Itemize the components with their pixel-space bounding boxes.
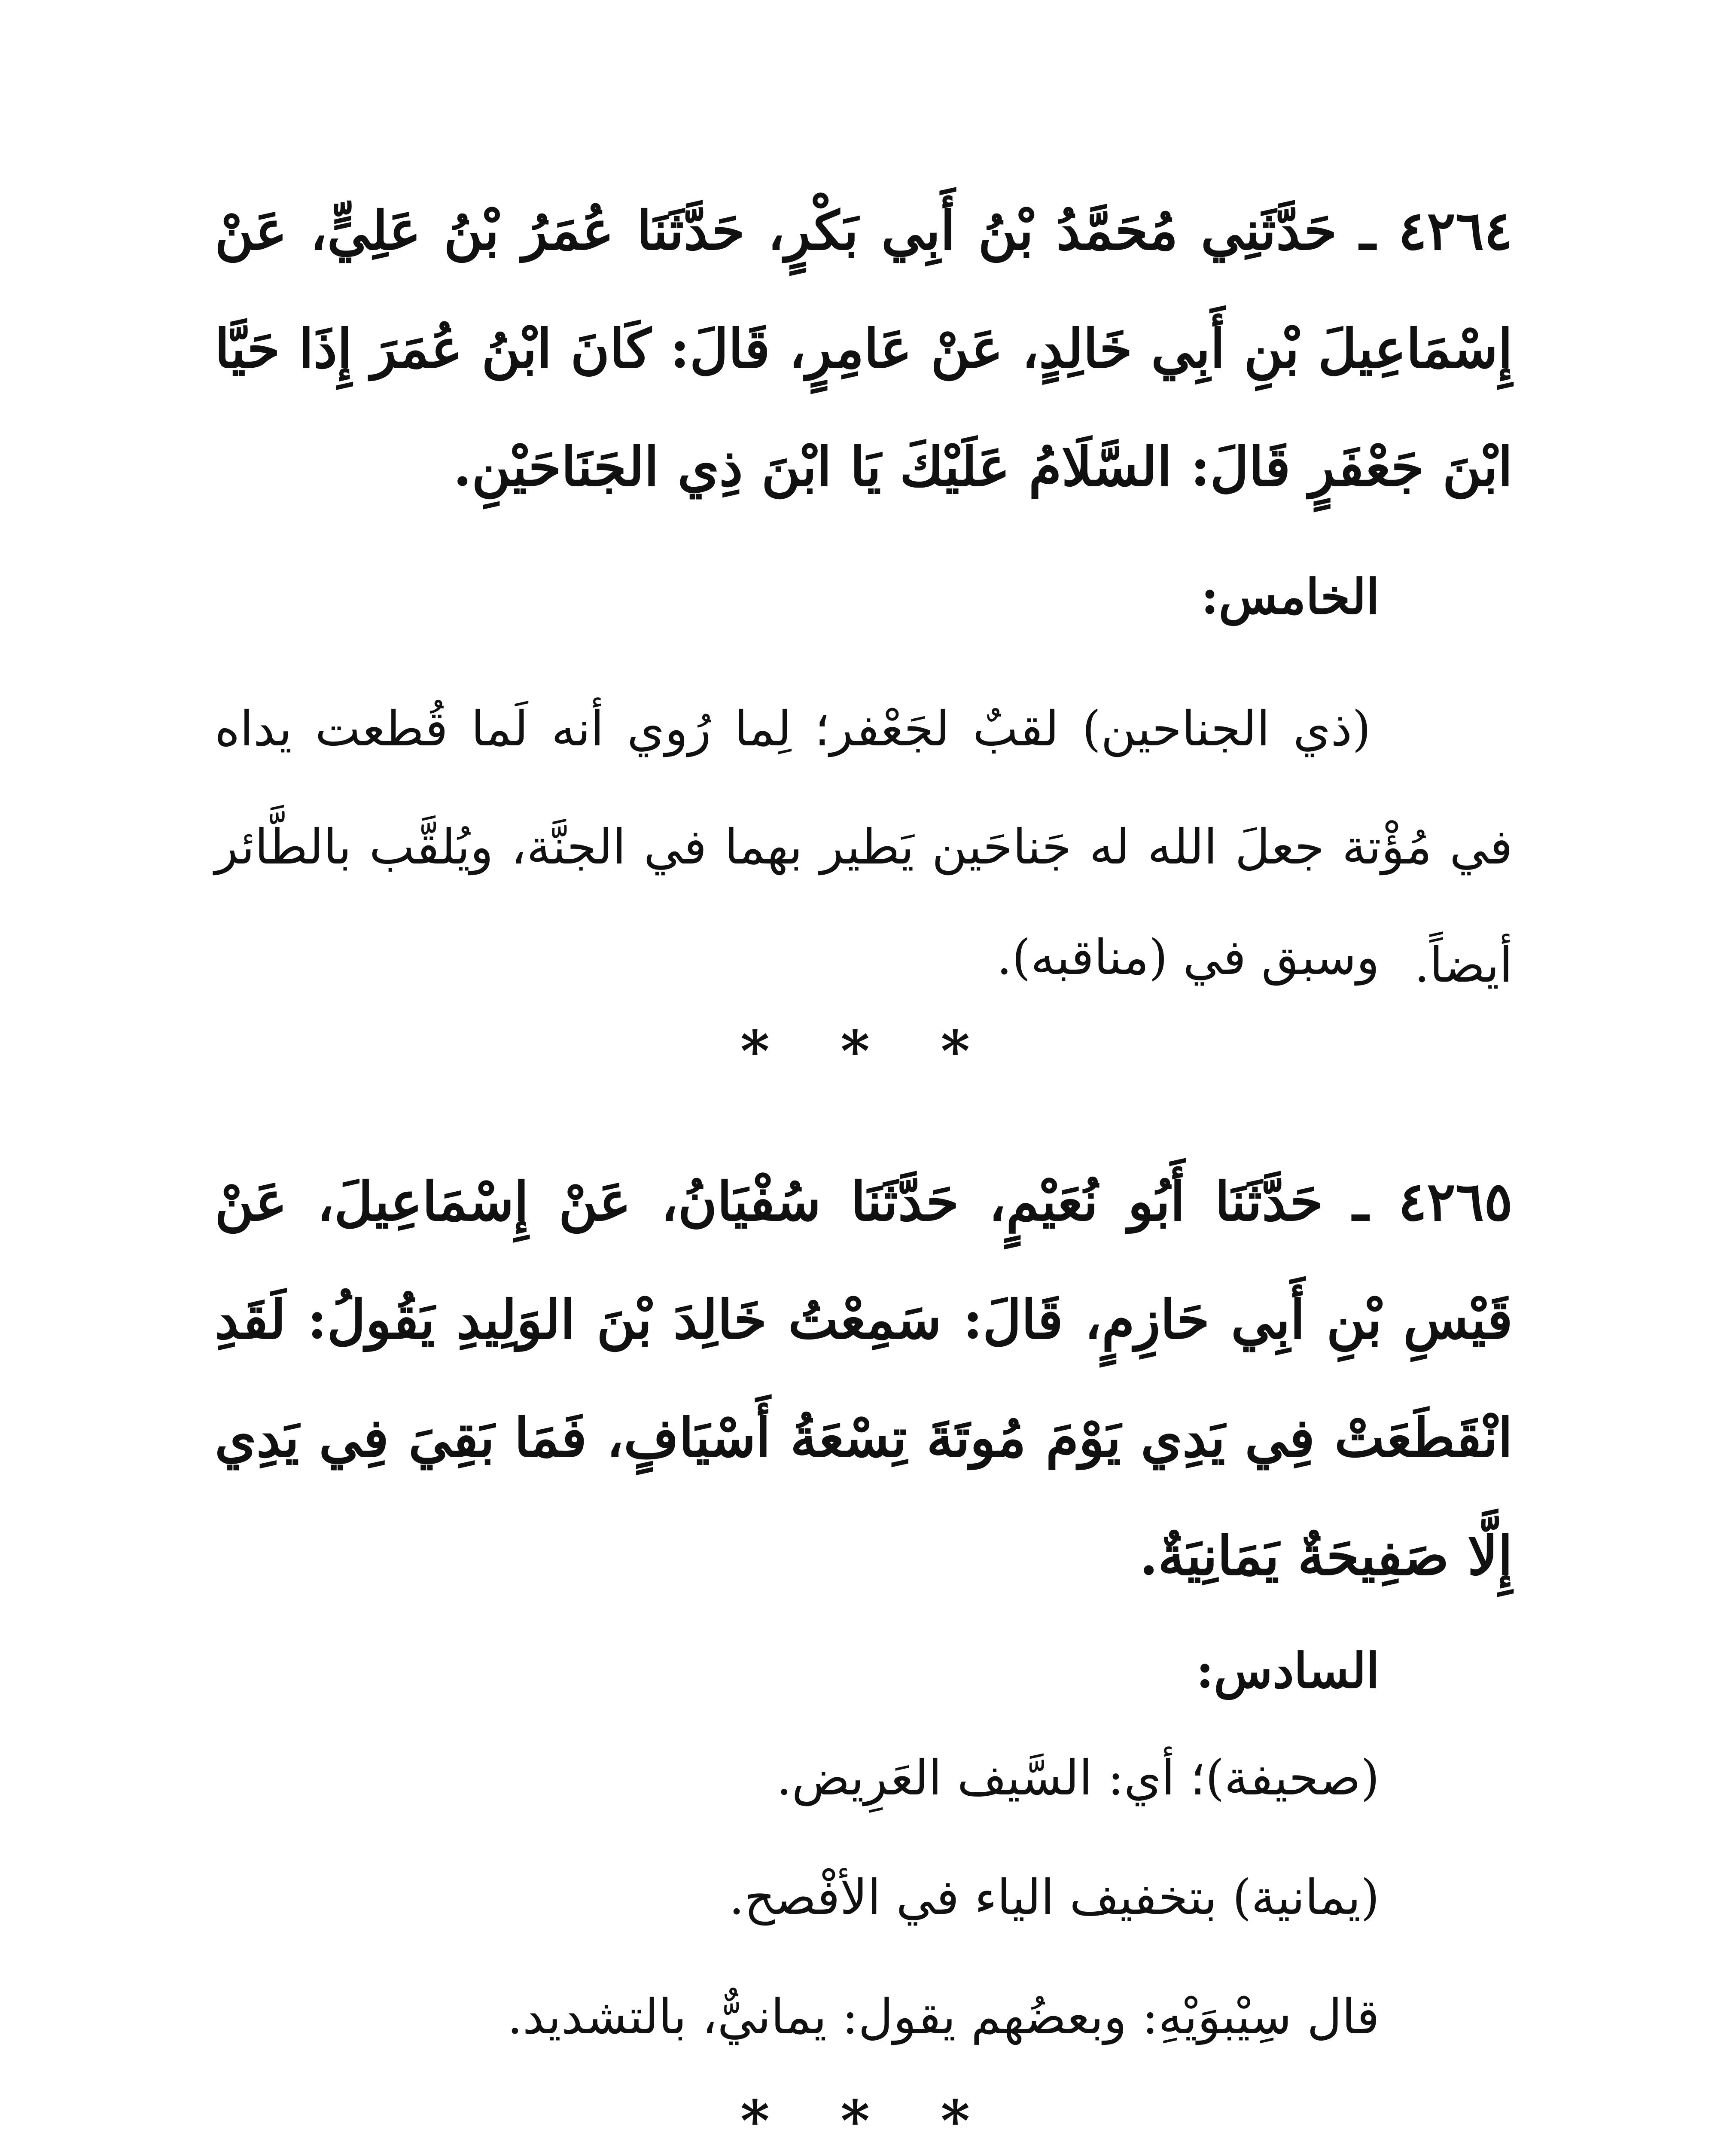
hadith-4265-text: ٤٢٦٥ ـ حَدَّثَنَا أَبُو نُعَيْمٍ، حَدَّثَنَا سُفْيَانُ، عَنْ إِسْمَاعِيلَ، عَنْ قَيْسِ بْنِ أَبِي حَازِمٍ، قَالَ: سَمِعْتُ خَالِدَ بْنَ الوَلِيدِ يَقُولُ: لَقَدِ انْقَطَعَتْ فِي يَدِي يَوْمَ مُوتَةَ تِسْعَةُ أَسْيَافٍ، فَمَا بَقِيَ فِي يَدِي إِلَّا صَفِيحَةٌ يَمَانِيَةٌ. <box>215 1171 1513 1587</box>
commentary-6-line-1: (صحيفة)؛ أي: السَّيف العَرِيض. <box>776 1750 1380 1806</box>
commentary-6-notes <box>220 1718 1380 2077</box>
commentary-6-line-3: قال سِيْبوَيْهِ: وبعضُهم يقول: يمانيٌّ، بالتشديد. <box>507 1989 1380 2045</box>
commentary-5-label: الخامس: <box>1201 569 1380 625</box>
commentary-5-note: وسبق في (مناقبه). <box>996 930 1380 986</box>
commentary-6-line-2: (يمانية) بتخفيف الياء في الأفْصح. <box>729 1870 1380 1925</box>
commentary-5-notes <box>220 898 1380 1017</box>
section-separator-1: * * * <box>740 1018 996 1084</box>
commentary-5-paragraph: (ذي الجناحين) لقبٌ لجَعْفر؛ لِما رُوي أنه لَما قُطعت يداه في مُؤْتة جعلَ الله له جَناحَين يَطير بهما في الجنَّة، ويُلقَّب بالطَّائر أيضاً. <box>215 701 1513 993</box>
section-separator-2: * * * <box>740 2088 996 2148</box>
commentary-6-label: السادس: <box>1196 1643 1380 1699</box>
hadith-4264-text: ٤٢٦٤ ـ حَدَّثَنِي مُحَمَّدُ بْنُ أَبِي بَكْرٍ، حَدَّثَنَا عُمَرُ بْنُ عَلِيٍّ، عَنْ إِسْمَاعِيلَ بْنِ أَبِي خَالِدٍ، عَنْ عَامِرٍ، قَالَ: كَانَ ابْنُ عُمَرَ إِذَا حَيَّا ابْنَ جَعْفَرٍ قَالَ: السَّلَامُ عَلَيْكَ يَا ابْنَ ذِي الجَنَاحَيْنِ. <box>215 200 1513 498</box>
